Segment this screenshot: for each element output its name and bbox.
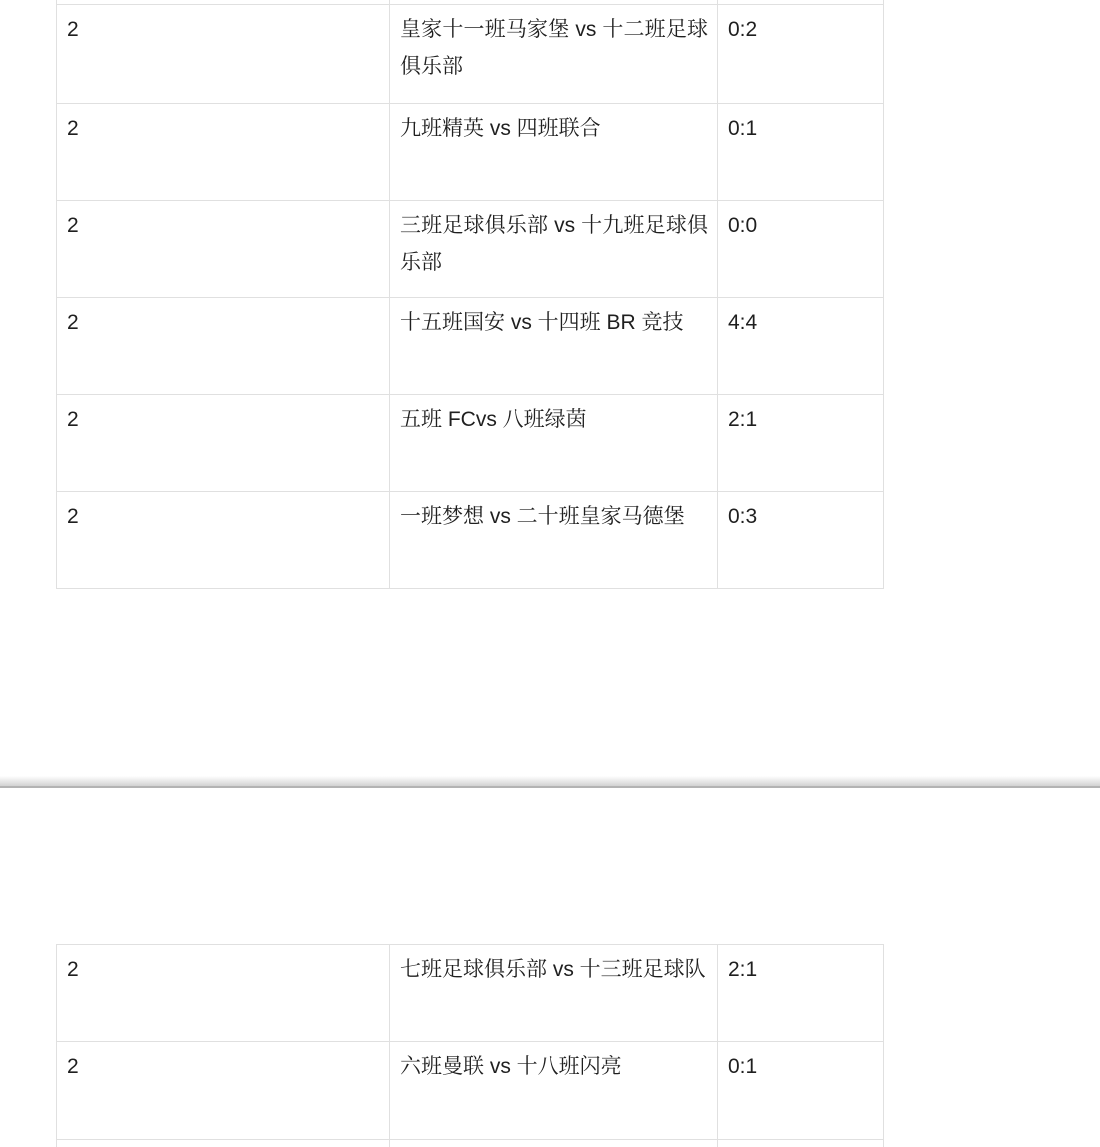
match-cell: 七班足球俱乐部 vs 十三班足球队 [390,945,718,1041]
round-cell: 2 [57,104,390,200]
match-cell: 五班 FCvs 八班绿茵 [390,395,718,491]
round-cell: 2 [57,1042,390,1139]
score-cell: 4:4 [728,311,758,334]
match-row [57,395,883,492]
round-cell [57,0,390,4]
score-cell: 2:1 [728,958,758,981]
match-row [57,201,883,298]
results-table-page1 [56,0,884,589]
score-cell: 2:1 [728,408,758,431]
score-cell: 0:3 [728,505,758,528]
page-break-shadow [0,776,1100,786]
score-cell [718,0,883,4]
round-cell: 2 [57,298,390,394]
round-cell: 2 [57,5,390,103]
score-cell: 0:0 [728,214,758,237]
match-row [57,104,883,201]
match-row [57,945,883,1042]
round-cell: 2 [57,395,390,491]
round-cell [57,1140,390,1147]
score-cell: 0:1 [728,1055,758,1078]
match-cell: 一班梦想 vs 二十班皇家马德堡 [390,492,718,588]
score-cell: 0:1 [728,117,758,140]
round-cell: 2 [57,492,390,588]
match-row [57,492,883,589]
match-cell [390,1140,718,1147]
score-cell: 0:2 [728,18,758,41]
match-cell: 三班足球俱乐部 vs 十九班足球俱乐部 [390,201,718,297]
page-break-line [0,786,1100,788]
clipped-row-bottom [57,1140,883,1147]
match-row [57,298,883,395]
match-cell: 皇家十一班马家堡 vs 十二班足球俱乐部 [390,5,718,103]
match-cell: 九班精英 vs 四班联合 [390,104,718,200]
match-cell: 十五班国安 vs 十四班 BR 竞技 [390,298,718,394]
results-table-page2 [56,944,884,1147]
match-cell [390,0,718,4]
match-row [57,1042,883,1140]
round-cell: 2 [57,201,390,297]
match-row [57,5,883,104]
match-cell: 六班曼联 vs 十八班闪亮 [390,1042,718,1139]
score-cell [718,1140,883,1147]
round-cell: 2 [57,945,390,1041]
